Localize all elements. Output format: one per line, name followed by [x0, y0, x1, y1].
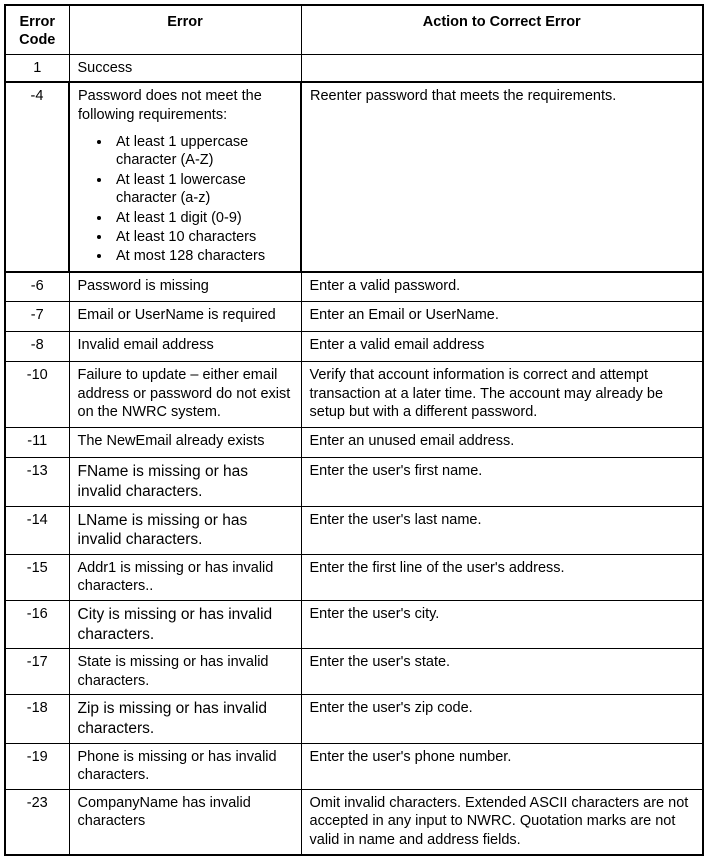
action-cell: Enter an Email or UserName.: [301, 302, 703, 332]
error-cell: Failure to update – either email address or password do not exist on the NWRC system.: [69, 362, 301, 428]
error-cell: City is missing or has invalid characters.: [69, 601, 301, 649]
table-row: [5, 695, 703, 743]
error-cell: CompanyName has invalid characters: [69, 789, 301, 855]
header-error-code: Error Code: [5, 5, 69, 54]
table-row: [5, 332, 703, 362]
table-row: [5, 302, 703, 332]
requirement-item: • At least 1 lowercase character (a-z): [112, 171, 292, 208]
error-cell: Phone is missing or has invalid characters.: [69, 743, 301, 789]
error-code-cell: -8: [5, 332, 69, 362]
error-code-cell: -6: [5, 272, 69, 302]
table-row: [5, 649, 703, 695]
action-cell: Verify that account information is correct and attempt transaction at a later time. The account may already be setup but with a different password.: [301, 362, 703, 428]
table-row: [5, 789, 703, 855]
action-cell: Enter the user's phone number.: [301, 743, 703, 789]
error-code-cell: -13: [5, 458, 69, 506]
error-cell: Zip is missing or has invalid characters.: [69, 695, 301, 743]
requirement-item: • At most 128 characters: [112, 247, 292, 265]
error-code-cell: -14: [5, 506, 69, 554]
error-code-cell: 1: [5, 54, 69, 82]
action-cell: Enter the first line of the user's address.: [301, 555, 703, 601]
error-cell: Addr1 is missing or has invalid characters..: [69, 555, 301, 601]
header-error: Error: [69, 5, 301, 54]
error-cell: LName is missing or has invalid characters.: [69, 506, 301, 554]
table-row: [5, 506, 703, 554]
action-cell: Enter a valid password.: [301, 272, 703, 302]
header-action: Action to Correct Error: [301, 5, 703, 54]
error-code-cell: -18: [5, 695, 69, 743]
requirement-item: • At least 10 characters: [112, 228, 292, 246]
table-row: [5, 743, 703, 789]
password-requirements-list: [78, 133, 292, 266]
error-cell: State is missing or has invalid characters.: [69, 649, 301, 695]
table-row: [5, 601, 703, 649]
error-code-cell: -17: [5, 649, 69, 695]
requirement-item: • At least 1 digit (0-9): [112, 209, 292, 227]
action-cell: Enter a valid email address: [301, 332, 703, 362]
error-cell: Invalid email address: [69, 332, 301, 362]
action-cell: Enter the user's first name.: [301, 458, 703, 506]
action-cell: [301, 54, 703, 82]
action-cell: Enter an unused email address.: [301, 428, 703, 458]
table-row: [5, 82, 703, 272]
requirement-item: • At least 1 uppercase character (A-Z): [112, 133, 292, 170]
error-cell: FName is missing or has invalid characters.: [69, 458, 301, 506]
action-cell: Enter the user's state.: [301, 649, 703, 695]
table-header-row: [5, 5, 703, 54]
action-cell: Enter the user's city.: [301, 601, 703, 649]
error-cell: Password is missing: [69, 272, 301, 302]
error-code-cell: -10: [5, 362, 69, 428]
error-text: Password does not meet the following requirements:: [78, 88, 262, 123]
table-row: [5, 362, 703, 428]
table-row: [5, 428, 703, 458]
table-row: [5, 54, 703, 82]
error-code-cell: -19: [5, 743, 69, 789]
table-row: [5, 458, 703, 506]
error-cell: The NewEmail already exists: [69, 428, 301, 458]
error-code-cell: -16: [5, 601, 69, 649]
action-cell: Enter the user's zip code.: [301, 695, 703, 743]
error-cell: Email or UserName is required: [69, 302, 301, 332]
error-code-cell: -15: [5, 555, 69, 601]
error-code-cell: -7: [5, 302, 69, 332]
action-cell: Reenter password that meets the requirements.: [301, 82, 703, 272]
error-code-table: [4, 4, 704, 856]
error-cell: Success: [69, 54, 301, 82]
action-cell: Omit invalid characters. Extended ASCII characters are not accepted in any input to NWRC. Quotation marks are not valid in name and address fields.: [301, 789, 703, 855]
action-cell: Enter the user's last name.: [301, 506, 703, 554]
error-code-cell: -23: [5, 789, 69, 855]
table-row: [5, 272, 703, 302]
error-code-cell: -11: [5, 428, 69, 458]
table-row: [5, 555, 703, 601]
error-cell: [69, 82, 301, 272]
error-code-cell: -4: [5, 82, 69, 272]
